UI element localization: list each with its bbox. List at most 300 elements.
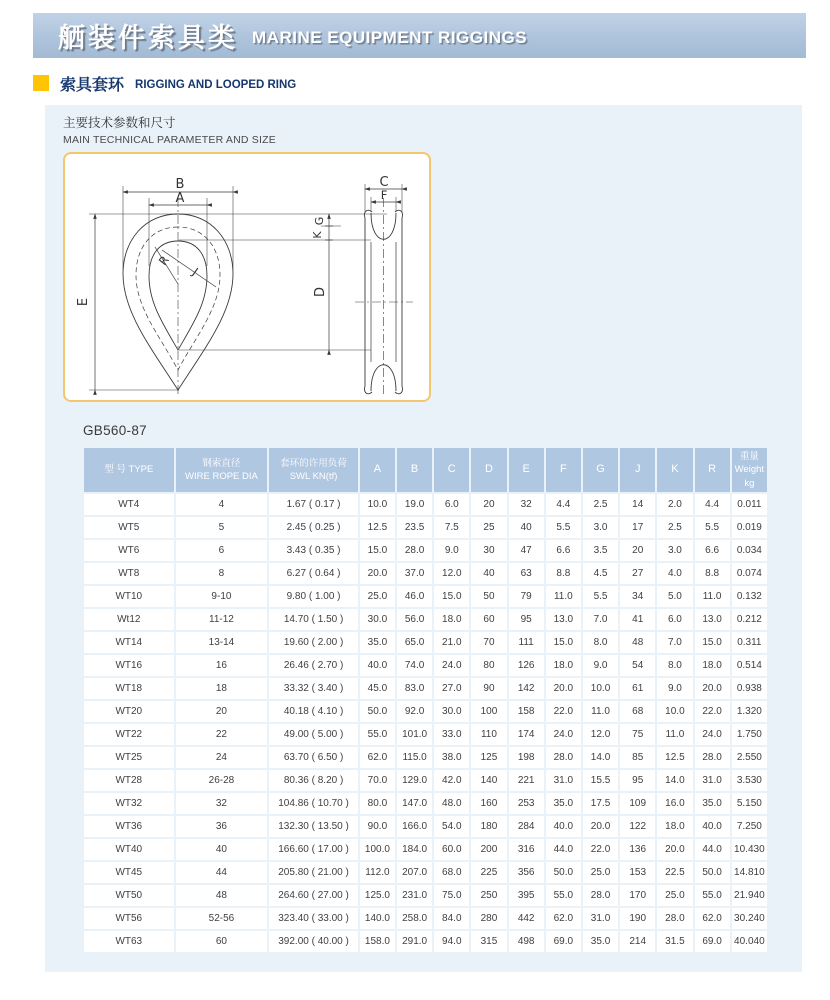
dim-label-k: K — [311, 231, 324, 239]
table-cell: 54.0 — [434, 816, 469, 837]
table-cell: 15.0 — [695, 632, 730, 653]
table-cell: 3.530 — [732, 770, 767, 791]
table-cell: 40.0 — [546, 816, 581, 837]
table-cell: 28.0 — [546, 747, 581, 768]
table-cell: 140.0 — [360, 908, 395, 929]
dim-label-c: C — [379, 175, 389, 190]
table-cell: 20.0 — [695, 678, 730, 699]
table-cell: 44.0 — [695, 839, 730, 860]
table-cell: 0.132 — [732, 586, 767, 607]
table-cell: 158 — [509, 701, 544, 722]
table-cell: 0.311 — [732, 632, 767, 653]
table-cell: 35.0 — [546, 793, 581, 814]
table-cell: WT32 — [84, 793, 174, 814]
table-cell: 35.0 — [360, 632, 395, 653]
table-cell: 166.0 — [397, 816, 432, 837]
table-cell: WT14 — [84, 632, 174, 653]
table-cell: 8 — [176, 563, 268, 584]
table-cell: 132.30 ( 13.50 ) — [269, 816, 358, 837]
table-cell: 24.0 — [695, 724, 730, 745]
spec-table-head — [84, 448, 767, 492]
page-banner — [33, 13, 806, 58]
table-cell: 37.0 — [397, 563, 432, 584]
table-cell: 0.074 — [732, 563, 767, 584]
table-cell: 253 — [509, 793, 544, 814]
table-cell: 75.0 — [434, 885, 469, 906]
dim-label-e: E — [76, 297, 91, 307]
table-cell: 104.86 ( 10.70 ) — [269, 793, 358, 814]
table-cell: 1.67 ( 0.17 ) — [269, 494, 358, 515]
table-cell: 442 — [509, 908, 544, 929]
table-cell: 46.0 — [397, 586, 432, 607]
table-cell: 110 — [471, 724, 506, 745]
table-cell: WT56 — [84, 908, 174, 929]
table-cell: 79 — [509, 586, 544, 607]
table-cell: 60.0 — [434, 839, 469, 860]
column-header: 重量 Weight kg — [732, 448, 767, 492]
table-cell: 0.514 — [732, 655, 767, 676]
table-cell: 17 — [620, 517, 655, 538]
table-cell: 225 — [471, 862, 506, 883]
spec-table — [82, 446, 769, 954]
table-cell: 15.0 — [360, 540, 395, 561]
table-cell: 70 — [471, 632, 506, 653]
table-cell: 50.0 — [546, 862, 581, 883]
table-cell: 126 — [509, 655, 544, 676]
table-cell: 0.019 — [732, 517, 767, 538]
table-cell: 27 — [620, 563, 655, 584]
table-cell: 125.0 — [360, 885, 395, 906]
table-cell: 12.0 — [434, 563, 469, 584]
table-cell: 7.0 — [657, 632, 692, 653]
table-cell: 10.0 — [360, 494, 395, 515]
table-cell: 28.0 — [695, 747, 730, 768]
table-cell: 48.0 — [434, 793, 469, 814]
table-cell: 214 — [620, 931, 655, 952]
table-cell: 129.0 — [397, 770, 432, 791]
column-header: 型 号 TYPE — [84, 448, 174, 492]
table-cell: 184.0 — [397, 839, 432, 860]
table-cell: 31.0 — [695, 770, 730, 791]
table-cell: 42.0 — [434, 770, 469, 791]
table-cell: 3.0 — [657, 540, 692, 561]
table-cell: 7.5 — [434, 517, 469, 538]
table-cell: 147.0 — [397, 793, 432, 814]
banner-title-en: MARINE EQUIPMENT RIGGINGS — [252, 27, 528, 47]
table-cell: 28.0 — [397, 540, 432, 561]
table-cell: 17.5 — [583, 793, 618, 814]
table-cell: 122 — [620, 816, 655, 837]
table-cell: 26.46 ( 2.70 ) — [269, 655, 358, 676]
table-cell: 84.0 — [434, 908, 469, 929]
table-cell: 13.0 — [546, 609, 581, 630]
table-cell: 40 — [471, 563, 506, 584]
table-cell: 25.0 — [360, 586, 395, 607]
table-cell: 16.0 — [657, 793, 692, 814]
table-cell: 27.0 — [434, 678, 469, 699]
table-cell: 9.0 — [657, 678, 692, 699]
table-cell: 35.0 — [583, 931, 618, 952]
table-cell: 33.0 — [434, 724, 469, 745]
table-cell: 0.938 — [732, 678, 767, 699]
table-cell: 62.0 — [695, 908, 730, 929]
table-cell: 7.250 — [732, 816, 767, 837]
table-cell: 10.0 — [657, 701, 692, 722]
table-cell: 13-14 — [176, 632, 268, 653]
table-cell: 6.6 — [546, 540, 581, 561]
parameter-caption-en: MAIN TECHNICAL PARAMETER AND SIZE — [63, 134, 276, 146]
table-cell: 125 — [471, 747, 506, 768]
table-cell: WT4 — [84, 494, 174, 515]
table-cell: 92.0 — [397, 701, 432, 722]
table-cell: 20 — [620, 540, 655, 561]
table-cell: 90 — [471, 678, 506, 699]
table-cell: WT10 — [84, 586, 174, 607]
table-cell: 15.5 — [583, 770, 618, 791]
table-cell: 32 — [176, 793, 268, 814]
column-header: G — [583, 448, 618, 492]
table-cell: 48 — [176, 885, 268, 906]
table-cell: 95 — [620, 770, 655, 791]
table-cell: 45.0 — [360, 678, 395, 699]
dim-label-r: R — [155, 253, 172, 268]
table-cell: 40.18 ( 4.10 ) — [269, 701, 358, 722]
yellow-bullet-square — [33, 75, 49, 91]
table-cell: 153 — [620, 862, 655, 883]
section-title-zh: 索具套环 — [60, 76, 125, 94]
table-cell: WT18 — [84, 678, 174, 699]
table-cell: 30.0 — [434, 701, 469, 722]
table-cell: 18.0 — [434, 609, 469, 630]
table-cell: 395 — [509, 885, 544, 906]
table-cell: 6.0 — [657, 609, 692, 630]
table-cell: 0.011 — [732, 494, 767, 515]
table-cell: 50.0 — [360, 701, 395, 722]
table-cell: 25.0 — [583, 862, 618, 883]
table-cell: 356 — [509, 862, 544, 883]
table-cell: 392.00 ( 40.00 ) — [269, 931, 358, 952]
dim-label-a: A — [175, 191, 185, 206]
table-cell: 20 — [176, 701, 268, 722]
table-cell: 8.8 — [695, 563, 730, 584]
table-cell: 48 — [620, 632, 655, 653]
column-header: C — [434, 448, 469, 492]
table-cell: 20.0 — [583, 816, 618, 837]
table-cell: 11.0 — [583, 701, 618, 722]
table-cell: 13.0 — [695, 609, 730, 630]
table-cell: 30.240 — [732, 908, 767, 929]
table-cell: 60 — [471, 609, 506, 630]
table-cell: WT63 — [84, 931, 174, 952]
table-cell: 28.0 — [583, 885, 618, 906]
table-cell: 60 — [176, 931, 268, 952]
table-cell: 26-28 — [176, 770, 268, 791]
table-cell: 35.0 — [695, 793, 730, 814]
table-row — [84, 632, 767, 653]
table-cell: 4.4 — [546, 494, 581, 515]
table-cell: 40.0 — [360, 655, 395, 676]
table-cell: 200 — [471, 839, 506, 860]
table-cell: 170 — [620, 885, 655, 906]
table-cell: 20.0 — [657, 839, 692, 860]
technical-drawing-box — [63, 152, 431, 402]
table-cell: 40 — [176, 839, 268, 860]
table-cell: 316 — [509, 839, 544, 860]
table-cell: 112.0 — [360, 862, 395, 883]
dim-label-b: B — [175, 177, 185, 192]
column-header: A — [360, 448, 395, 492]
table-cell: WT22 — [84, 724, 174, 745]
table-cell: 158.0 — [360, 931, 395, 952]
section-title-en: RIGGING AND LOOPED RING — [135, 78, 297, 91]
table-cell: 231.0 — [397, 885, 432, 906]
parameter-caption-zh: 主要技术参数和尺寸 — [63, 116, 176, 130]
table-row — [84, 862, 767, 883]
table-cell: 14.0 — [657, 770, 692, 791]
table-cell: 80 — [471, 655, 506, 676]
table-cell: 5.5 — [695, 517, 730, 538]
table-cell: 28.0 — [657, 908, 692, 929]
table-cell: 25 — [471, 517, 506, 538]
table-cell: 115.0 — [397, 747, 432, 768]
table-cell: 69.0 — [546, 931, 581, 952]
table-cell: 280 — [471, 908, 506, 929]
table-cell: 6.27 ( 0.64 ) — [269, 563, 358, 584]
column-header: E — [509, 448, 544, 492]
table-cell: 3.5 — [583, 540, 618, 561]
table-row — [84, 586, 767, 607]
table-cell: 190 — [620, 908, 655, 929]
table-cell: 15.0 — [546, 632, 581, 653]
table-cell: WT50 — [84, 885, 174, 906]
table-cell: 2.5 — [583, 494, 618, 515]
table-cell: 38.0 — [434, 747, 469, 768]
column-header: D — [471, 448, 506, 492]
table-cell: 0.212 — [732, 609, 767, 630]
table-row — [84, 655, 767, 676]
dim-label-g: G — [313, 216, 326, 226]
table-cell: 34 — [620, 586, 655, 607]
table-cell: 56.0 — [397, 609, 432, 630]
table-cell: 31.5 — [657, 931, 692, 952]
table-cell: 12.5 — [360, 517, 395, 538]
table-cell: 68 — [620, 701, 655, 722]
table-cell: WT16 — [84, 655, 174, 676]
table-cell: 3.0 — [583, 517, 618, 538]
table-cell: 61 — [620, 678, 655, 699]
table-cell: 83.0 — [397, 678, 432, 699]
table-row — [84, 931, 767, 952]
column-header: R — [695, 448, 730, 492]
table-cell: 24 — [176, 747, 268, 768]
table-cell: 25.0 — [657, 885, 692, 906]
table-cell: 22.5 — [657, 862, 692, 883]
table-cell: 109 — [620, 793, 655, 814]
table-cell: 11.0 — [657, 724, 692, 745]
table-cell: 140 — [471, 770, 506, 791]
table-cell: 63 — [509, 563, 544, 584]
table-cell: 5.150 — [732, 793, 767, 814]
table-row — [84, 816, 767, 837]
table-cell: WT40 — [84, 839, 174, 860]
table-row — [84, 770, 767, 791]
table-cell: 207.0 — [397, 862, 432, 883]
table-cell: 11-12 — [176, 609, 268, 630]
table-cell: 7.0 — [583, 609, 618, 630]
table-cell: 20 — [471, 494, 506, 515]
table-cell: 31.0 — [583, 908, 618, 929]
table-cell: 1.750 — [732, 724, 767, 745]
table-row — [84, 609, 767, 630]
table-cell: 22 — [176, 724, 268, 745]
table-cell: 2.45 ( 0.25 ) — [269, 517, 358, 538]
table-cell: 8.8 — [546, 563, 581, 584]
table-cell: WT6 — [84, 540, 174, 561]
table-cell: 2.5 — [657, 517, 692, 538]
table-row — [84, 494, 767, 515]
column-header: K — [657, 448, 692, 492]
column-header: B — [397, 448, 432, 492]
table-cell: 80.0 — [360, 793, 395, 814]
table-cell: 80.36 ( 8.20 ) — [269, 770, 358, 791]
table-cell: 9.0 — [583, 655, 618, 676]
table-cell: 4 — [176, 494, 268, 515]
table-cell: 14.0 — [583, 747, 618, 768]
table-cell: 498 — [509, 931, 544, 952]
table-cell: 94.0 — [434, 931, 469, 952]
table-cell: 323.40 ( 33.00 ) — [269, 908, 358, 929]
table-cell: 100.0 — [360, 839, 395, 860]
table-cell: 5.5 — [546, 517, 581, 538]
table-cell: 14.810 — [732, 862, 767, 883]
table-cell: 40.040 — [732, 931, 767, 952]
table-row — [84, 908, 767, 929]
table-cell: 30 — [471, 540, 506, 561]
table-cell: 30.0 — [360, 609, 395, 630]
table-cell: 8.0 — [583, 632, 618, 653]
table-cell: 6 — [176, 540, 268, 561]
table-cell: 14 — [620, 494, 655, 515]
table-row — [84, 839, 767, 860]
table-cell: 10.0 — [583, 678, 618, 699]
table-cell: 44.0 — [546, 839, 581, 860]
table-cell: 63.70 ( 6.50 ) — [269, 747, 358, 768]
table-cell: WT8 — [84, 563, 174, 584]
table-cell: 4.4 — [695, 494, 730, 515]
section-centerline — [355, 198, 413, 396]
table-row — [84, 885, 767, 906]
table-cell: 2.550 — [732, 747, 767, 768]
table-cell: 180 — [471, 816, 506, 837]
table-cell: 55.0 — [360, 724, 395, 745]
table-cell: 20.0 — [360, 563, 395, 584]
table-cell: 44 — [176, 862, 268, 883]
table-cell: 52-56 — [176, 908, 268, 929]
table-row — [84, 678, 767, 699]
table-cell: 18.0 — [695, 655, 730, 676]
table-cell: 62.0 — [360, 747, 395, 768]
table-cell: 90.0 — [360, 816, 395, 837]
table-cell: 24.0 — [546, 724, 581, 745]
table-cell: 95 — [509, 609, 544, 630]
table-cell: 136 — [620, 839, 655, 860]
table-cell: 9.0 — [434, 540, 469, 561]
table-row — [84, 724, 767, 745]
table-cell: 69.0 — [695, 931, 730, 952]
radius-j-line — [162, 250, 216, 287]
content-panel — [45, 105, 802, 972]
table-cell: 20.0 — [546, 678, 581, 699]
table-cell: 264.60 ( 27.00 ) — [269, 885, 358, 906]
table-cell: 100 — [471, 701, 506, 722]
table-cell: 19.60 ( 2.00 ) — [269, 632, 358, 653]
table-cell: 174 — [509, 724, 544, 745]
table-cell: 21.0 — [434, 632, 469, 653]
table-cell: 32 — [509, 494, 544, 515]
table-cell: WT20 — [84, 701, 174, 722]
table-cell: 0.034 — [732, 540, 767, 561]
table-cell: 14.70 ( 1.50 ) — [269, 609, 358, 630]
header-row — [84, 448, 767, 492]
table-cell: 33.32 ( 3.40 ) — [269, 678, 358, 699]
table-cell: 18 — [176, 678, 268, 699]
table-cell: 50 — [471, 586, 506, 607]
column-header: 钢索直径 WIRE ROPE DIA — [176, 448, 268, 492]
technical-drawing — [65, 154, 429, 400]
table-cell: WT28 — [84, 770, 174, 791]
table-cell: 22.0 — [546, 701, 581, 722]
table-cell: 41 — [620, 609, 655, 630]
table-cell: 205.80 ( 21.00 ) — [269, 862, 358, 883]
table-cell: WT36 — [84, 816, 174, 837]
table-cell: WT5 — [84, 517, 174, 538]
table-cell: 291.0 — [397, 931, 432, 952]
table-cell: 19.0 — [397, 494, 432, 515]
table-cell: 111 — [509, 632, 544, 653]
table-cell: 160 — [471, 793, 506, 814]
table-cell: 22.0 — [695, 701, 730, 722]
table-cell: 284 — [509, 816, 544, 837]
standard-number: GB560-87 — [83, 423, 147, 438]
table-cell: 65.0 — [397, 632, 432, 653]
table-cell: 9.80 ( 1.00 ) — [269, 586, 358, 607]
table-cell: 18.0 — [546, 655, 581, 676]
table-cell: 55.0 — [695, 885, 730, 906]
table-cell: 11.0 — [695, 586, 730, 607]
table-cell: WT45 — [84, 862, 174, 883]
table-row — [84, 747, 767, 768]
table-cell: 54 — [620, 655, 655, 676]
column-header: 套环的许用负荷 SWL KN(tf) — [269, 448, 358, 492]
table-row — [84, 517, 767, 538]
table-cell: 101.0 — [397, 724, 432, 745]
table-cell: 6.0 — [434, 494, 469, 515]
table-cell: 47 — [509, 540, 544, 561]
parameter-caption — [63, 113, 276, 146]
table-cell: 40 — [509, 517, 544, 538]
table-cell: 16 — [176, 655, 268, 676]
table-cell: 6.6 — [695, 540, 730, 561]
spec-table-body — [84, 494, 767, 952]
table-cell: 22.0 — [583, 839, 618, 860]
table-cell: 24.0 — [434, 655, 469, 676]
table-cell: 11.0 — [546, 586, 581, 607]
thimble-pitch-line — [136, 227, 220, 370]
table-row — [84, 701, 767, 722]
table-cell: 75 — [620, 724, 655, 745]
table-cell: 258.0 — [397, 908, 432, 929]
table-cell: 40.0 — [695, 816, 730, 837]
